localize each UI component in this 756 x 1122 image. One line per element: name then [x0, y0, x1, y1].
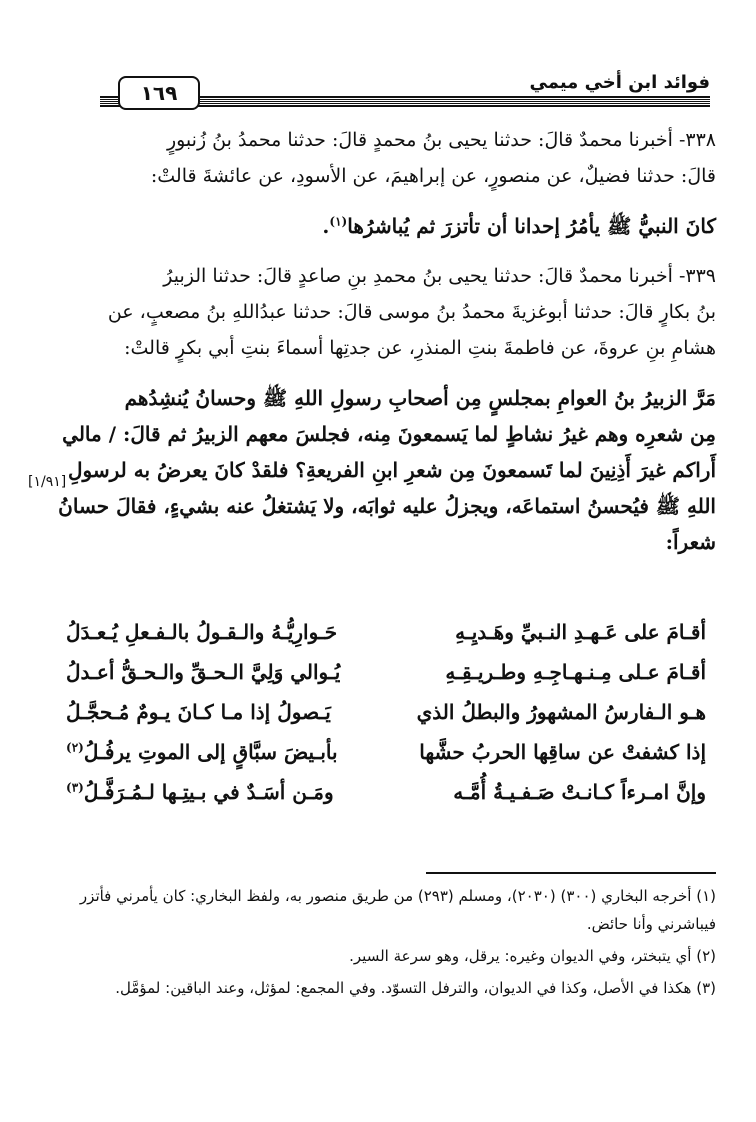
page-number: ١٦٩	[118, 76, 200, 110]
text-line: اللهِ ﷺ فيُحسنُ استماعَه، ويجزلُ عليه ثوابَه، ولا يَشتغلُ عنه بشيءٍ، فقالَ حسانُ	[58, 494, 716, 518]
footnote	[44, 942, 716, 970]
verse-second-hemistich	[66, 780, 376, 804]
footnote-number: (١)	[696, 887, 716, 905]
footnote-number: (٣)	[696, 979, 716, 997]
text-line: مَرَّ الزبيرُ بنُ العوامِ بمجلسٍ مِن أصحابِ رسولِ اللهِ ﷺ وحسانُ يُنشِدُهم	[124, 386, 716, 410]
verse-text: يَـصولُ إذا مـا كـانَ يـومٌ مُـحجَّـلُ	[66, 700, 331, 724]
verse	[66, 692, 706, 732]
matn-end: .	[322, 214, 330, 238]
verse-first-hemistich: هـو الـفارسُ المشهورُ والبطلُ الذي	[416, 700, 706, 724]
hadith-339-matn	[44, 380, 716, 560]
poem	[66, 612, 706, 812]
footnotes	[44, 882, 716, 1006]
hadith-338-matn	[44, 208, 716, 244]
verse-text: بأبـيضَ سبَّاقٍ إلى الموتِ يرفُـلُ	[83, 740, 338, 764]
verse-text: حَـوارِيُّـهُ والـقـولُ بالـفـعلِ يُـعـدَلُ	[66, 620, 338, 644]
verse-text: يُـوالي وَلِيَّ الـحـقِّ والـحـقُّ أعـدلُ	[66, 660, 341, 684]
hadith-338-isnad	[44, 122, 716, 194]
verse-second-hemistich	[66, 620, 376, 644]
text-line: ٣٣٨- أخبرنا محمدٌ قالَ: حدثنا يحيى بنُ محمدٍ قالَ: حدثنا محمدُ بنُ زُنبورٍ	[166, 129, 716, 151]
page-header	[100, 70, 710, 112]
footnote-text: أي يتبختر، وفي الديوان وغيره: يرقل، وهو سرعة السير.	[349, 947, 692, 965]
footnote-separator	[426, 872, 716, 874]
matn-text: كانَ النبيُّ ﷺ يأمُرُ إحدانا أن تأتزرَ ثم يُباشرُها	[347, 214, 716, 238]
verse-first-hemistich: إذا كشفتْ عن ساقِها الحربُ حشَّها	[419, 740, 706, 764]
text-line: بنُ بكارٍ قالَ: حدثنا أبوغزيةَ محمدُ بنُ موسى قالَ: حدثنا عبدُاللهِ بنُ مصعبٍ، عن	[107, 301, 716, 323]
footnote-text: أخرجه البخاري (٣٠٠) (٢٠٣٠)، ومسلم (٢٩٣) من طريق منصور به، ولفظ البخاري: كان يأمرني فأتزر فيباشرني وأنا حائض.	[79, 887, 716, 933]
footnote	[44, 974, 716, 1002]
footnote-number: (٢)	[696, 947, 716, 965]
text-line: أَراكم غيرَ أَذِنِينَ لما تَسمعونَ مِن شعرِ ابنِ الفريعةِ؟ فلقدْ كانَ يعرضُ به لرسولِ	[68, 458, 716, 482]
verse-text: ومَـن أسَـدٌ في بـيتِـها لـمُـرَفَّـلُ	[83, 780, 334, 804]
verse	[66, 772, 706, 812]
verse-second-hemistich	[66, 660, 376, 684]
margin-note: [١/٩١]	[28, 474, 67, 490]
footnote-ref: (٣)	[66, 780, 84, 795]
verse-first-hemistich: أقـامَ على عَـهـدِ النـبيِّ وهَـديِـهِ	[455, 620, 706, 644]
verse-first-hemistich: وإنَّ امـرءاً كـانـتْ صَـفـيـةُ أُمَّـه	[453, 780, 706, 804]
verse-first-hemistich: أقـامَ عـلى مِـنـهـاجِـهِ وطـريـقِـهِ	[445, 660, 706, 684]
main-text	[44, 122, 716, 560]
verse	[66, 612, 706, 652]
text-line: شعراً:	[665, 530, 716, 554]
text-line: ٣٣٩- أخبرنا محمدٌ قالَ: حدثنا يحيى بنُ محمدِ بنِ صاعدٍ قالَ: حدثنا الزبيرُ	[163, 265, 716, 287]
verse	[66, 732, 706, 772]
footnote-ref: (٢)	[66, 740, 84, 755]
text-line: قالَ: حدثنا فضيلٌ، عن منصورٍ، عن إبراهيمَ، عن الأسودِ، عن عائشةَ قالتْ:	[150, 165, 716, 187]
verse-second-hemistich	[66, 740, 376, 764]
footnote	[44, 882, 716, 938]
footnote-text: هكذا في الأصل، وكذا في الديوان، والترفل التسوّد. وفي المجمع: لمؤثل، وعند الباقين: لمؤمَّل.	[115, 979, 692, 997]
verse	[66, 652, 706, 692]
book-title: فوائد ابن أخي ميمي	[524, 72, 710, 93]
footnote-ref: (١)	[329, 214, 348, 229]
text-line: مِن شعرِه وهم غيرُ نشاطٍ لما يَسمعونَ مِنه، فجلسَ معهم الزبيرُ ثم قالَ: / مالي	[62, 422, 716, 446]
text-line: هشامِ بنِ عروةَ، عن فاطمةَ بنتِ المنذرِ، عن جدتِها أسماءَ بنتِ أبي بكرٍ قالتْ:	[124, 337, 716, 359]
verse-second-hemistich	[66, 700, 376, 724]
hadith-339-isnad	[44, 258, 716, 366]
